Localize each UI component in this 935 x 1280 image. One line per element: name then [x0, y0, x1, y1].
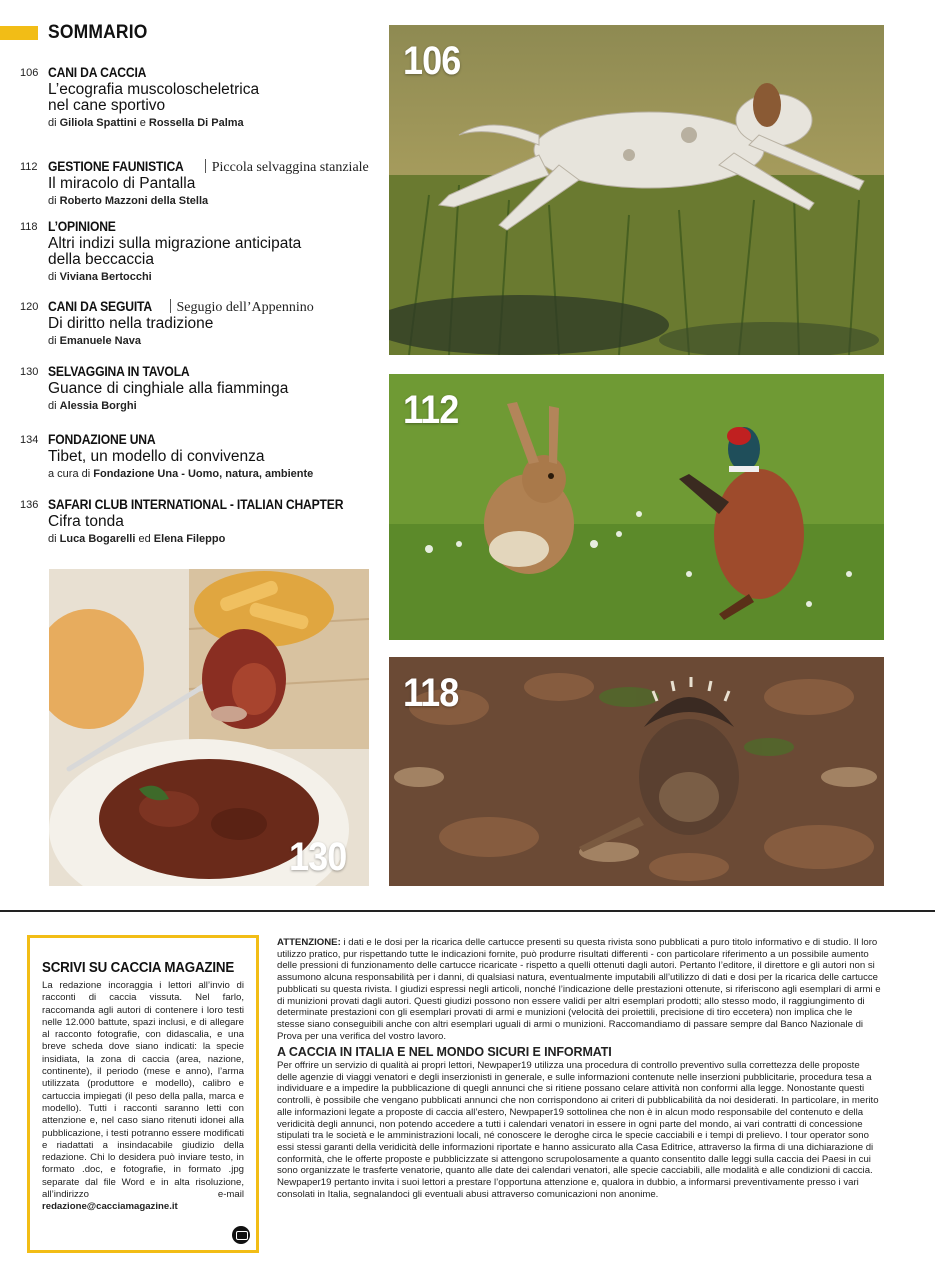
toc-section-label: FONDAZIONE UNA	[48, 432, 156, 447]
toc-author: Alessia Borghi	[59, 400, 137, 412]
header-accent-bar	[0, 26, 38, 40]
page-title: SOMMARIO	[48, 22, 148, 43]
toc-entry[interactable]	[20, 496, 376, 545]
toc-page-number: 120	[20, 301, 39, 313]
toc-author: Luca Bogarelli	[59, 533, 136, 545]
safety-heading: A CACCIA IN ITALIA E NEL MONDO SICURI E INFORMATI	[277, 1045, 612, 1060]
hare-pheasant-image	[389, 374, 884, 640]
toc-byline	[48, 117, 259, 129]
disclaimer-column	[277, 937, 882, 1200]
toc-section-line	[48, 431, 313, 449]
safety-body: Per offrire un servizio di qualità ai propri lettori, Newpaper19 utilizza una procedura di controllo preventivo sulla correttezza delle proposte delle agenzie di viaggi venatori e degli inserzionisti in generale, e sulle informazioni contenute nelle inserzioni pubblicitarie, procedura tesa a individuare e a impedire la pubblicazione di quegli annunci che si ritiene possano celare attività non conformi alla legge. Nonostante questi controlli, è possibile che vengano pubblicati annunci che non corrispondono ai criteri di pubblicabilità da noi desiderati. In particolare, in merito alle informazioni legate a proposte di caccia all’estero, Newpaper19 sottolinea che non è in alcun modo responsabile del contenuto e della veridicità degli annunci, non potendo accedere a tutti i calendari venatori in essere in ogni parte del mondo, ai vari contratti di concessione stipulati tra le società e le amministrazioni locali, né conoscere le deroghe circa le specie cacciabili e i tempi di prelievo. I tour operator sono essi stessi garanti della veridicità delle informazioni riportate e hanno assicurato alla Casa Editrice, attraverso la firma di una dichiarazione di conformità, che le offerte proposte e pubblicizzate si attengono scrupolosamente a quanto consentito dalle leggi sulla caccia dei Paesi in cui sono organizzate le trasferte venatorie, quanto alle date dei calendari venatori, alle specie cacciabili, alle modalità e alle condizioni di caccia. Newpaper19 pertanto invita i suoi lettori a prestare l’opportuna attenzione e, qualora in dubbio, a informarsi preventivamente presso i vari consolati in Italia, segnalandoci gli eventuali abusi attraverso comunicazioni non anonime.	[277, 1060, 879, 1200]
toc-entry[interactable]	[20, 431, 313, 480]
toc-page-number: 130	[20, 366, 39, 378]
toc-page-number: 112	[20, 161, 38, 173]
toc-separator	[170, 299, 171, 313]
toc-article-title: Tibet, un modello di convivenza	[48, 448, 265, 465]
toc-section-label: CANI DA CACCIA	[48, 65, 147, 80]
toc-article-title: Il miracolo di Pantalla	[48, 175, 196, 192]
toc-author: Elena Fileppo	[153, 533, 226, 545]
toc-byline-prefix: di	[48, 400, 57, 412]
toc-page-number: 134	[20, 434, 39, 446]
toc-entry[interactable]	[20, 218, 301, 283]
toc-byline-prefix: di	[48, 195, 57, 207]
write-box-title: SCRIVI SU CACCIA MAGAZINE	[42, 960, 235, 976]
toc-author: Giliola Spattini	[59, 117, 137, 129]
toc-page-number: 118	[20, 221, 38, 233]
toc-section-line	[48, 218, 301, 236]
toc-subsection-label: Piccola selvaggina stanziale	[211, 160, 369, 175]
toc-entry[interactable]	[20, 158, 369, 207]
toc-byline-joiner: e	[139, 117, 146, 129]
toc-byline-joiner: ed	[138, 533, 151, 545]
toc-byline	[48, 468, 313, 480]
write-box-text: La redazione incoraggia i lettori all’invio di racconti di caccia vissuta. Nel farlo, raccomanda agli autori di contenere i loro testi nelle 12.000 battute, spazi inclusi, e di allegare al racconto fotografie, con didascalia, e una breve scheda dove siano indicati: la specie insidiata, la zona di caccia (area, nazione, continente), il periodo (mese e anno), l’arma utilizzata (produttore e modello), calibro e cartuccia impiegati (il peso della palla, marca e modello). Tutti i racconti saranno letti con attenzione e, nel caso siano ritenuti idonei alla pubblicazione, i testi potranno essere modificati e riadattati a insindacabile giudizio della redazione. Chi lo desidera può inviare testo, in formato .doc, e fotografie, in formato .jpg separate dal file Word e in alta risoluzione, all’indirizzo e-mail	[42, 980, 244, 1201]
toc-byline-prefix: di	[48, 335, 57, 347]
toc-author: Roberto Mazzoni della Stella	[59, 195, 209, 207]
toc-page-number: 106	[20, 67, 39, 79]
toc-byline	[48, 400, 288, 412]
toc-section-label: L’OPINIONE	[48, 219, 116, 234]
toc-byline-prefix: di	[48, 271, 57, 283]
toc-byline-prefix: di	[48, 117, 57, 129]
page-number-106: 106	[403, 39, 461, 83]
toc-byline	[48, 335, 314, 347]
page-number-118: 118	[403, 671, 459, 715]
toc-section-label: GESTIONE FAUNISTICA	[48, 159, 184, 174]
toc-section-line	[48, 496, 376, 514]
photo-woodcock[interactable]	[389, 657, 884, 886]
photo-hare-pheasant[interactable]	[389, 374, 884, 640]
toc-article-title: Altri indizi sulla migrazione anticipata	[48, 235, 302, 252]
toc-separator	[205, 159, 206, 173]
attention-paragraph	[277, 937, 882, 1042]
toc-byline-prefix: di	[48, 533, 57, 545]
toc-author: Viviana Bertocchi	[59, 271, 152, 283]
toc-section-line	[48, 363, 288, 381]
toc-subsection-label: Segugio dell’Appennino	[176, 300, 314, 315]
page-number-112: 112	[403, 388, 459, 432]
toc-byline	[48, 195, 369, 207]
toc-section-label: SAFARI CLUB INTERNATIONAL - ITALIAN CHAPTER	[48, 497, 344, 512]
photo-boar-cheeks[interactable]	[49, 569, 369, 886]
write-box-email-link[interactable]: redazione@cacciamagazine.it	[42, 1201, 178, 1213]
attention-label: ATTENZIONE:	[277, 937, 341, 948]
toc-article-title: Di diritto nella tradizione	[48, 315, 214, 332]
toc-article-title: Guance di cinghiale alla fiamminga	[48, 380, 289, 397]
toc-author: Fondazione Una - Uomo, natura, ambiente	[93, 468, 314, 480]
toc-entry[interactable]	[20, 64, 259, 129]
toc-section-label: CANI DA SEGUITA	[48, 299, 152, 314]
section-divider	[0, 910, 935, 912]
toc-byline	[48, 271, 301, 283]
toc-byline	[48, 533, 376, 545]
toc-article-title: Cifra tonda	[48, 513, 124, 530]
toc-author: Rossella Di Palma	[148, 117, 244, 129]
hunting-dog-image	[389, 25, 884, 355]
mail-icon	[232, 1226, 250, 1244]
woodcock-image	[389, 657, 884, 886]
page-number-130: 130	[289, 835, 347, 879]
toc-article-title: della beccaccia	[48, 251, 154, 268]
toc-section-label: SELVAGGINA IN TAVOLA	[48, 364, 190, 379]
toc-entry[interactable]	[20, 363, 288, 412]
write-to-us-box	[27, 935, 259, 1253]
toc-entry[interactable]	[20, 298, 314, 347]
toc-author: Emanuele Nava	[59, 335, 141, 347]
toc-byline-prefix: a cura di	[48, 468, 91, 480]
toc-article-title: nel cane sportivo	[48, 97, 166, 114]
toc-section-line	[48, 64, 259, 82]
toc-section-line	[48, 298, 314, 316]
write-box-body	[42, 980, 244, 1214]
toc-section-line	[48, 158, 369, 176]
toc-article-title: L’ecografia muscoloscheletrica	[48, 81, 260, 98]
toc-page-number: 136	[20, 499, 39, 511]
attention-text: i dati e le dosi per la ricarica delle cartucce presenti su questa rivista sono pubblicati a puro titolo informativo e di studio. Il loro utilizzo pratico, pur rispettando tutte le indicazioni fornite, può produrre risultati differenti - con particolare riferimento a un possibile aumento delle pressioni di funzionamento delle cartucce ricaricate - rispetto a quelli ottenuti dagli autori. Pertanto l’editore, il direttore e gli autori non si assumono alcuna responsabilità per i danni, di qualsiasi natura, eventualmente imputabili all’utilizzo di dati e dosi per la ricarica delle cartucce pubblicati su questa rivista. I giudizi espressi negli articoli, nonché l’indicazione delle prestazioni ottenute, si riferiscono agli esemplari di armi e di munizioni provati dagli autori. Questi giudizi possono non essere validi per altri esemplari prodotti; allo stesso modo, il raggiungimento di determinate prestazioni con gli esemplari provati di armi e munizioni (velocità dei proiettili, precisione di tiro eccetera) non implica che le stesse siano conseguibili anche con altri esemplari uguali di armi o munizioni. Raccomandiamo di passare sempre dal Banco Nazionale di Prova per una verifica del vostro lavoro.	[277, 937, 881, 1042]
photo-hunting-dog[interactable]	[389, 25, 884, 355]
